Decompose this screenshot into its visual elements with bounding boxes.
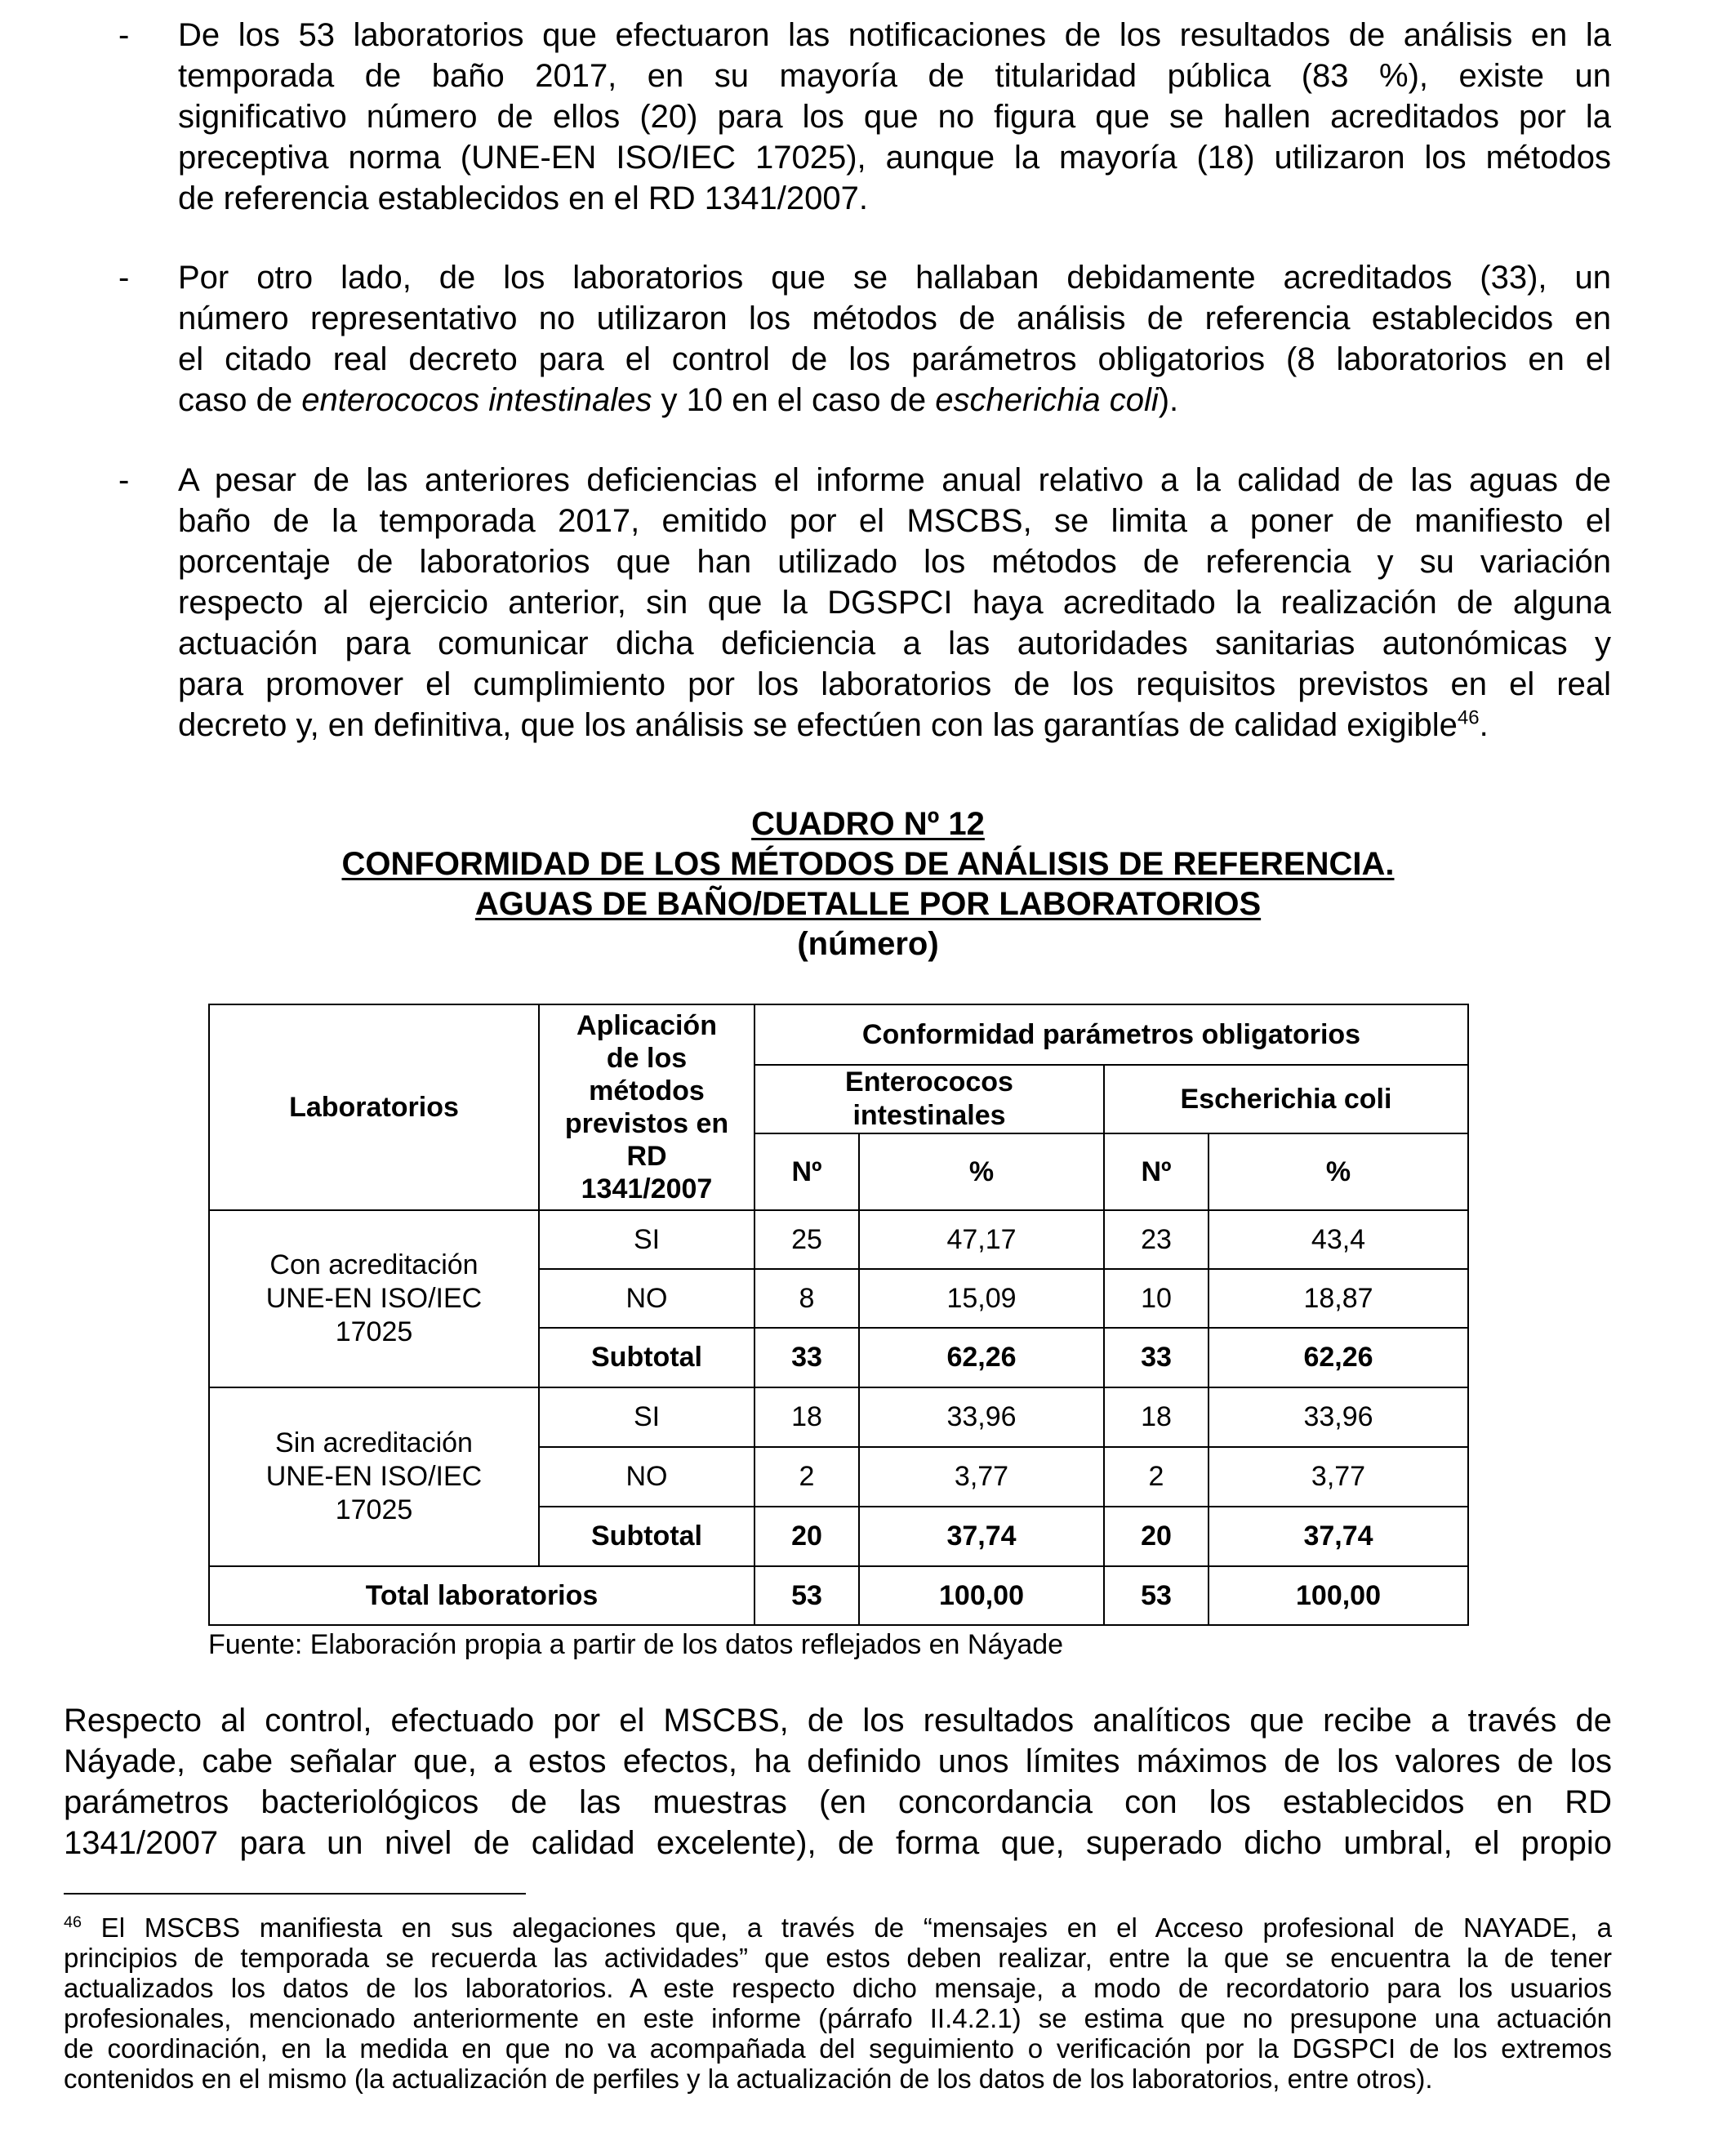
body-paragraph [64,1700,1612,1863]
cell-p2: 18,87 [1209,1269,1468,1328]
table-number: CUADRO Nº 12 [751,806,985,842]
text-line: Náyade, cabe señalar que, a estos efectos, ha definido unos límites máximos de los valores de los [64,1743,1612,1779]
cell-n2: 10 [1104,1269,1209,1328]
total-label: Total laboratorios [209,1566,754,1625]
cell-p1: 33,96 [859,1387,1104,1447]
group-label: Con acreditación UNE-EN ISO/IEC 17025 [209,1210,539,1387]
header-aplicacion: Aplicación de los métodos previstos en RD 1341/2007 [539,1004,754,1210]
cell-n1: 18 [754,1387,859,1447]
cell-app: NO [539,1447,754,1507]
footnote-divider [64,1893,526,1895]
data-table [208,1004,1469,1626]
text-line: el citado real decreto para el control de los parámetros obligatorios (8 laboratorios en el [178,341,1611,377]
text-line: de referencia establecidos en el RD 1341/2007. [178,180,868,216]
cell-p2: 3,77 [1209,1447,1468,1507]
cell-p1: 37,74 [859,1507,1104,1566]
cell-n1: 53 [754,1566,859,1625]
text-line: parámetros bacteriológicos de las muestras (en concordancia con los establecidos en RD [64,1784,1612,1820]
italic-term: enterococos intestinales [301,382,652,418]
text-line: actualizados los datos de los laboratorios. A este respecto dicho mensaje, a modo de recordatorio para los usuarios [64,1973,1612,2003]
table-unit: (número) [797,926,939,962]
header-conformidad: Conformidad parámetros obligatorios [754,1004,1468,1065]
text-line: decreto y, en definitiva, que los análisis se efectúen con las garantías de calidad exigible$^{46}$. [178,706,1489,743]
text-line: Respecto al control, efectuado por el MSCBS, de los resultados analíticos que recibe a través de [64,1703,1612,1739]
group-label: Sin acreditación UNE-EN ISO/IEC 17025 [209,1387,539,1566]
cell-app: NO [539,1269,754,1328]
cell-p1: 100,00 [859,1566,1104,1625]
cell-n1: 25 [754,1210,859,1269]
table-row [209,1387,1468,1447]
cell-app: SI [539,1210,754,1269]
header-percent: % [1209,1133,1468,1210]
cell-p2: 33,96 [1209,1387,1468,1447]
cell-n1: 2 [754,1447,859,1507]
cell-p2: 62,26 [1209,1328,1468,1387]
text-line: $^{46}$ El MSCBS manifiesta en sus alegaciones que, a través de “mensajes en el Acceso profesional de NAYADE, a [64,1912,1612,1943]
cell-n1: 20 [754,1507,859,1566]
footnote-ref[interactable]: 46 [1457,706,1480,729]
text-line: de coordinación, en la medida en que no va acompañada del seguimiento o verificación por la DGSPCI de los extremos [64,2033,1612,2064]
header-escherichia: Escherichia coli [1104,1065,1468,1133]
cell-p1: 15,09 [859,1269,1104,1328]
cell-n1: 8 [754,1269,859,1328]
table-title [0,804,1736,964]
italic-term: escherichia coli [935,382,1159,418]
footnote [64,1912,1612,2094]
bullet-dash: - [118,462,130,498]
cell-p2: 37,74 [1209,1507,1468,1566]
cell-n2: 33 [1104,1328,1209,1387]
header-laboratorios: Laboratorios [209,1004,539,1210]
footnote-number: 46 [64,1913,82,1931]
text-line: número representativo no utilizaron los métodos de análisis de referencia establecidos en [178,301,1611,336]
text-line: baño de la temporada 2017, emitido por el MSCBS, se limita a poner de manifiesto el [178,503,1611,539]
text-line: profesionales, mencionado anteriormente en este informe (párrafo II.4.2.1) se estima que no presupone una actuación [64,2003,1612,2033]
cell-app: SI [539,1387,754,1447]
text-line: para promover el cumplimiento por los laboratorios de los requisitos previstos en el real [178,666,1611,702]
header-enterococos: Enterococos intestinales [754,1065,1104,1133]
cell-p1: 62,26 [859,1328,1104,1387]
bullet-dash: - [118,17,130,53]
text-line: principios de temporada se recuerda las actividades” que estos deben realizar, entre la que se encuentra la de tener [64,1943,1612,1973]
cell-p1: 47,17 [859,1210,1104,1269]
text-line: contenidos en el mismo (la actualización de perfiles y la actualización de los datos de los laboratorios, entre otros). [64,2064,1433,2094]
total-row [209,1566,1468,1625]
cell-n2: 2 [1104,1447,1209,1507]
cell-app: Subtotal [539,1507,754,1566]
header-n: Nº [1104,1133,1209,1210]
text-line: De los 53 laboratorios que efectuaron las notificaciones de los resultados de análisis en la [178,17,1611,53]
text-line: porcentaje de laboratorios que han utilizado los métodos de referencia y su variación [178,544,1611,580]
bullet-dash: - [118,260,130,296]
table-row [209,1210,1468,1269]
cell-n2: 53 [1104,1566,1209,1625]
table-title-line: AGUAS DE BAÑO/DETALLE POR LABORATORIOS [474,886,1262,922]
text-line: respecto al ejercicio anterior, sin que la DGSPCI haya acreditado la realización de alguna [178,585,1611,621]
text-line: temporada de baño 2017, en su mayoría de titularidad pública (83 %), existe un [178,58,1611,94]
cell-app: Subtotal [539,1328,754,1387]
header-n: Nº [754,1133,859,1210]
text-line: preceptiva norma (UNE-EN ISO/IEC 17025), aunque la mayoría (18) utilizaron los métodos [178,140,1611,176]
cell-n2: 23 [1104,1210,1209,1269]
cell-p2: 43,4 [1209,1210,1468,1269]
cell-p1: 3,77 [859,1447,1104,1507]
cell-p2: 100,00 [1209,1566,1468,1625]
cell-n2: 20 [1104,1507,1209,1566]
cell-n2: 18 [1104,1387,1209,1447]
cell-n1: 33 [754,1328,859,1387]
table-title-line: CONFORMIDAD DE LOS MÉTODOS DE ANÁLISIS DE REFERENCIA. [341,846,1395,882]
table-source: Fuente: Elaboración propia a partir de los datos reflejados en Náyade [208,1629,1064,1660]
text-line: actuación para comunicar dicha deficiencia a las autoridades sanitarias autonómicas y [178,626,1611,661]
header-percent: % [859,1133,1104,1210]
text-line: caso de enterococos intestinales y 10 en el caso de escherichia coli). [178,382,1179,418]
text-line: Por otro lado, de los laboratorios que se hallaban debidamente acreditados (33), un [178,260,1611,296]
text-line: significativo número de ellos (20) para los que no figura que se hallen acreditados por la [178,99,1611,135]
text-line: 1341/2007 para un nivel de calidad excelente), de forma que, superado dicho umbral, el propio [64,1825,1612,1861]
text-line: A pesar de las anteriores deficiencias el informe anual relativo a la calidad de las aguas de [178,462,1611,498]
